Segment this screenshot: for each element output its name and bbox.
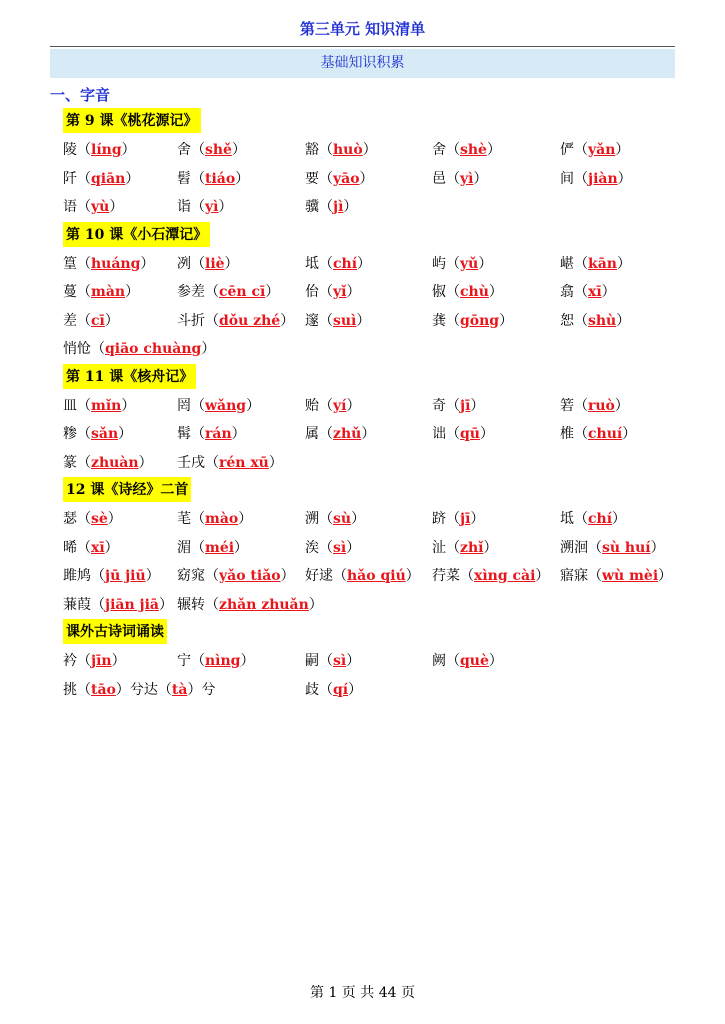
pinyin: yí: [333, 397, 347, 414]
pinyin: zhǐ: [460, 539, 484, 556]
pinyin: cēn cī: [219, 284, 266, 300]
vocab-item: 诎（qū）: [432, 426, 494, 442]
vocab-item: 好逑（hǎo qiú）: [305, 568, 420, 584]
hanzi: 兮达: [129, 681, 158, 698]
lesson-heading-row: [63, 221, 683, 249]
vocab-item: 涘（sì）: [305, 539, 361, 556]
vocab-item: 冽（liè）: [177, 255, 239, 272]
pinyin: yǔ: [460, 255, 479, 272]
vocab-item: 骥（jì）: [305, 199, 358, 215]
pinyin: suì: [333, 312, 357, 329]
lesson-heading-row: [63, 107, 683, 135]
vocab-item: 溯（sù）: [305, 511, 366, 527]
hanzi: 骥: [305, 199, 319, 215]
hanzi: 差: [63, 312, 77, 329]
hanzi: 属: [305, 426, 319, 442]
vocab-item: 悄怆（qiāo chuàng）: [63, 341, 216, 357]
pinyin: tāo: [91, 681, 116, 698]
pinyin: shě: [205, 142, 232, 158]
pinyin: gōng: [460, 312, 500, 329]
hanzi: 芼: [177, 511, 191, 527]
vocab-row: [63, 419, 683, 448]
hanzi: 陵: [63, 142, 77, 158]
vocab-item: 豁（huò）: [305, 142, 377, 158]
lesson-title: 第 9 课《桃花源记》: [63, 108, 201, 133]
vocab-row: [63, 448, 683, 477]
hanzi: 衿: [63, 653, 77, 669]
hanzi: 兮: [201, 681, 216, 698]
hanzi: 俶: [432, 284, 446, 300]
vocab-item: 雎鸠（jū jiū）: [63, 568, 160, 584]
pinyin: qū: [460, 426, 480, 442]
lesson-heading-row: [63, 476, 683, 504]
hanzi: 篁: [63, 255, 77, 272]
vocab-row: [63, 675, 683, 704]
hanzi: 溯洄: [560, 539, 588, 556]
vocab-item: 奇（jī）: [432, 397, 485, 414]
hanzi: 舍: [432, 142, 446, 158]
hanzi: 箬: [560, 397, 574, 414]
pinyin: méi: [205, 539, 235, 556]
vocab-item: 差（cī）: [63, 312, 119, 329]
pinyin: dǒu zhé: [219, 312, 281, 329]
vocab-item: 壬戌（rén xū）: [177, 454, 283, 471]
vocab-row: [63, 561, 683, 590]
pinyin: tiáo: [205, 170, 236, 187]
vocab-row: [63, 334, 683, 363]
hanzi: 屿: [432, 255, 446, 272]
vocab-item: 瑟（sè）: [63, 511, 122, 527]
vocab-item: 荇菜（xìng cài）: [432, 568, 550, 584]
hanzi: 髫: [177, 170, 191, 187]
pinyin: sì: [333, 653, 347, 669]
vocab-item: 皿（mǐn）: [63, 397, 136, 414]
section-banner: 基础知识积累: [50, 49, 675, 78]
hanzi: 豁: [305, 142, 319, 158]
vocab-row: [63, 277, 683, 306]
vocab-item: 翕（xī）: [560, 284, 616, 300]
vocab-item: 俨（yǎn）: [560, 142, 630, 158]
pinyin: sù: [333, 511, 352, 527]
hanzi: 要: [305, 170, 319, 187]
vocab-item: 阙（què）: [432, 653, 503, 669]
hanzi: 贻: [305, 397, 319, 414]
header-divider: [50, 46, 675, 47]
hanzi: 髯: [177, 426, 191, 442]
pinyin: jiàn: [588, 170, 618, 187]
hanzi: 宁: [177, 653, 191, 669]
vocab-item: 嵁（kān）: [560, 255, 631, 272]
hanzi: 翕: [560, 284, 574, 300]
vocab-row: [63, 533, 683, 562]
pinyin: jī: [460, 397, 471, 414]
hanzi: 椎: [560, 426, 574, 442]
pinyin: tà: [171, 681, 188, 698]
hanzi: 佁: [305, 284, 319, 300]
pinyin: sè: [91, 511, 108, 527]
pinyin: jī: [460, 511, 471, 527]
vocab-item: 寤寐（wù mèi）: [560, 568, 673, 584]
hanzi: 恕: [560, 312, 574, 329]
vocab-row: [63, 504, 683, 533]
vocab-item: 箬（ruò）: [560, 397, 629, 414]
vocab-item: 髫（tiáo）: [177, 170, 250, 187]
vocab-item: 参差（cēn cī）: [177, 284, 280, 300]
pinyin: jiān jiā: [105, 596, 159, 613]
pinyin: màn: [91, 284, 126, 300]
vocab-item: 篆（zhuàn）: [63, 454, 153, 471]
hanzi: 寤寐: [560, 568, 588, 584]
pinyin: zhuàn: [91, 454, 139, 471]
hanzi: 语: [63, 199, 77, 215]
hanzi: 嵁: [560, 255, 574, 272]
pinyin: hǎo qiú: [347, 568, 406, 584]
hanzi: 溯: [305, 511, 319, 527]
hanzi: 罔: [177, 397, 191, 414]
vocab-item: 罔（wǎng）: [177, 397, 261, 414]
hanzi: 嗣: [305, 653, 319, 669]
hanzi: 坻: [305, 255, 319, 272]
vocab-item: 俶（chù）: [432, 284, 503, 300]
pinyin: jīn: [91, 653, 112, 669]
vocab-item: 屿（yǔ）: [432, 255, 493, 272]
vocab-item: 宁（nìng）: [177, 653, 255, 669]
vocab-item: 衿（jīn）: [63, 653, 126, 669]
hanzi: 雎鸠: [63, 568, 91, 584]
pinyin: xìng cài: [474, 568, 536, 584]
pinyin: yù: [91, 199, 110, 215]
vocab-item: 髯（rán）: [177, 426, 246, 442]
pinyin: jū jiū: [105, 568, 146, 584]
vocab-item: 佁（yǐ）: [305, 284, 361, 300]
pinyin: xī: [91, 539, 105, 556]
vocab-item: 蒹葭（jiān jiā）: [63, 596, 173, 613]
hanzi: 皿: [63, 397, 77, 414]
vocab-item: 邑（yì）: [432, 170, 488, 187]
pinyin: yì: [205, 199, 219, 215]
pinyin: qiān: [91, 170, 126, 187]
vocab-row: [63, 135, 683, 164]
pinyin: shù: [588, 312, 617, 329]
vocab-item: 斗折（dǒu zhé）: [177, 312, 295, 329]
pinyin: líng: [91, 142, 122, 158]
vocab-row: [63, 192, 683, 221]
lesson-heading-row: [63, 363, 683, 391]
hanzi: 荇菜: [432, 568, 460, 584]
pinyin: ruò: [588, 397, 615, 414]
lesson-title: 第 10 课《小石潭记》: [63, 222, 210, 247]
vocab-row: [63, 306, 683, 335]
hanzi: 跻: [432, 511, 446, 527]
vocab-item: 沚（zhǐ）: [432, 539, 498, 556]
pinyin: jì: [333, 199, 344, 215]
vocab-item: 诣（yì）: [177, 199, 233, 215]
vocab-row: [63, 249, 683, 278]
pinyin: yāo: [333, 170, 360, 187]
hanzi: 糁: [63, 426, 77, 442]
pinyin: rén xū: [219, 454, 269, 471]
hanzi: 篆: [63, 454, 77, 471]
hanzi: 沚: [432, 539, 446, 556]
hanzi: 奇: [432, 397, 446, 414]
vocab-item: 糁（sǎn）: [63, 426, 133, 442]
hanzi: 阙: [432, 653, 446, 669]
pinyin: chuí: [588, 426, 623, 442]
vocab-item: 歧（qí）: [305, 681, 363, 698]
hanzi: 俨: [560, 142, 574, 158]
pinyin: huò: [333, 142, 363, 158]
lesson-title: 课外古诗词诵读: [63, 619, 167, 644]
vocab-item: 舍（shě）: [177, 142, 246, 158]
vocab-item: 湄（méi）: [177, 539, 249, 556]
pinyin: rán: [205, 426, 232, 442]
pinyin: yǎo tiǎo: [219, 568, 281, 584]
section-title: 一、字音: [50, 86, 111, 104]
pinyin: wù mèi: [602, 568, 659, 584]
vocab-row: [63, 391, 683, 420]
pinyin: qiāo chuàng: [105, 341, 202, 357]
vocab-item: 要（yāo）: [305, 170, 374, 187]
hanzi: 悄怆: [63, 341, 91, 357]
pinyin: xī: [588, 284, 602, 300]
pinyin: liè: [205, 255, 225, 272]
vocab-item: 椎（chuí）: [560, 426, 637, 442]
hanzi: 诎: [432, 426, 446, 442]
hanzi: 诣: [177, 199, 191, 215]
vocab-item: 蔓（màn）: [63, 284, 140, 300]
pinyin: wǎng: [205, 397, 247, 414]
hanzi: 阡: [63, 170, 77, 187]
hanzi: 舍: [177, 142, 191, 158]
hanzi: 参差: [177, 284, 205, 300]
pinyin: mào: [205, 511, 239, 527]
pinyin: mǐn: [91, 397, 122, 414]
vocab-item: 溯洄（sù huí）: [560, 539, 665, 556]
vocab-item: 坻（chí）: [560, 511, 627, 527]
vocab-item: 贻（yí）: [305, 397, 361, 414]
vocab-item: 辗转（zhǎn zhuǎn）: [177, 596, 323, 613]
hanzi: 蒹葭: [63, 596, 91, 613]
hanzi: 蔓: [63, 284, 77, 300]
hanzi: 坻: [560, 511, 574, 527]
pinyin: què: [460, 653, 489, 669]
hanzi: 涘: [305, 539, 319, 556]
hanzi: 邑: [432, 170, 446, 187]
hanzi: 邃: [305, 312, 319, 329]
hanzi: 壬戌: [177, 454, 205, 471]
vocab-item: 陵（líng）: [63, 142, 136, 158]
vocab-item: 篁（huáng）: [63, 255, 155, 272]
lesson-title: 第 11 课《核舟记》: [63, 364, 196, 389]
hanzi: 湄: [177, 539, 191, 556]
pinyin: kān: [588, 255, 617, 272]
vocab-item: 芼（mào）: [177, 511, 253, 527]
lesson-heading-row: [63, 618, 683, 646]
pinyin: chí: [333, 255, 358, 272]
pinyin: yì: [460, 170, 474, 187]
pinyin: shè: [460, 142, 487, 158]
hanzi: 窈窕: [177, 568, 205, 584]
hanzi: 冽: [177, 255, 191, 272]
vocab-item: 恕（shù）: [560, 312, 631, 329]
hanzi: 间: [560, 170, 574, 187]
vocabulary-list: [63, 107, 683, 703]
vocab-item: 阡（qiān）: [63, 170, 140, 187]
pinyin: zhǎn zhuǎn: [219, 596, 309, 613]
pinyin: qí: [333, 681, 349, 698]
vocab-item: 间（jiàn）: [560, 170, 632, 187]
vocab-item: 窈窕（yǎo tiǎo）: [177, 568, 295, 584]
vocab-item: 语（yù）: [63, 199, 124, 215]
pinyin: yǐ: [333, 284, 347, 300]
vocab-item: 嗣（sì）: [305, 653, 361, 669]
vocab-row: [63, 164, 683, 193]
pinyin: zhǔ: [333, 426, 362, 442]
hanzi: 晞: [63, 539, 77, 556]
page-footer: 第 1 页 共 44 页: [310, 985, 415, 1001]
pinyin: sù huí: [602, 539, 651, 556]
vocab-row: [63, 646, 683, 675]
vocab-item: 龚（gōng）: [432, 312, 514, 329]
vocab-item: 舍（shè）: [432, 142, 501, 158]
hanzi: 斗折: [177, 312, 205, 329]
hanzi: 辗转: [177, 596, 205, 613]
vocab-item: 属（zhǔ）: [305, 426, 376, 442]
hanzi: 歧: [305, 681, 319, 698]
pinyin: chí: [588, 511, 613, 527]
pinyin: nìng: [205, 653, 241, 669]
pinyin: yǎn: [588, 142, 616, 158]
vocab-item: 挑（tāo）兮达（tà）兮: [63, 681, 216, 698]
pinyin: sì: [333, 539, 347, 556]
pinyin: chù: [460, 284, 489, 300]
vocab-item: 晞（xī）: [63, 539, 119, 556]
hanzi: 瑟: [63, 511, 77, 527]
vocab-item: 跻（jī）: [432, 511, 485, 527]
hanzi: 好逑: [305, 568, 333, 584]
vocab-item: 邃（suì）: [305, 312, 371, 329]
vocab-item: 坻（chí）: [305, 255, 372, 272]
hanzi: 挑: [63, 681, 77, 698]
vocab-row: [63, 590, 683, 619]
pinyin: huáng: [91, 255, 141, 272]
pinyin: cī: [91, 312, 105, 329]
pinyin: sǎn: [91, 426, 119, 442]
lesson-title: 12 课《诗经》二首: [63, 477, 191, 502]
hanzi: 龚: [432, 312, 446, 329]
page-title: 第三单元 知识清单: [299, 20, 426, 38]
